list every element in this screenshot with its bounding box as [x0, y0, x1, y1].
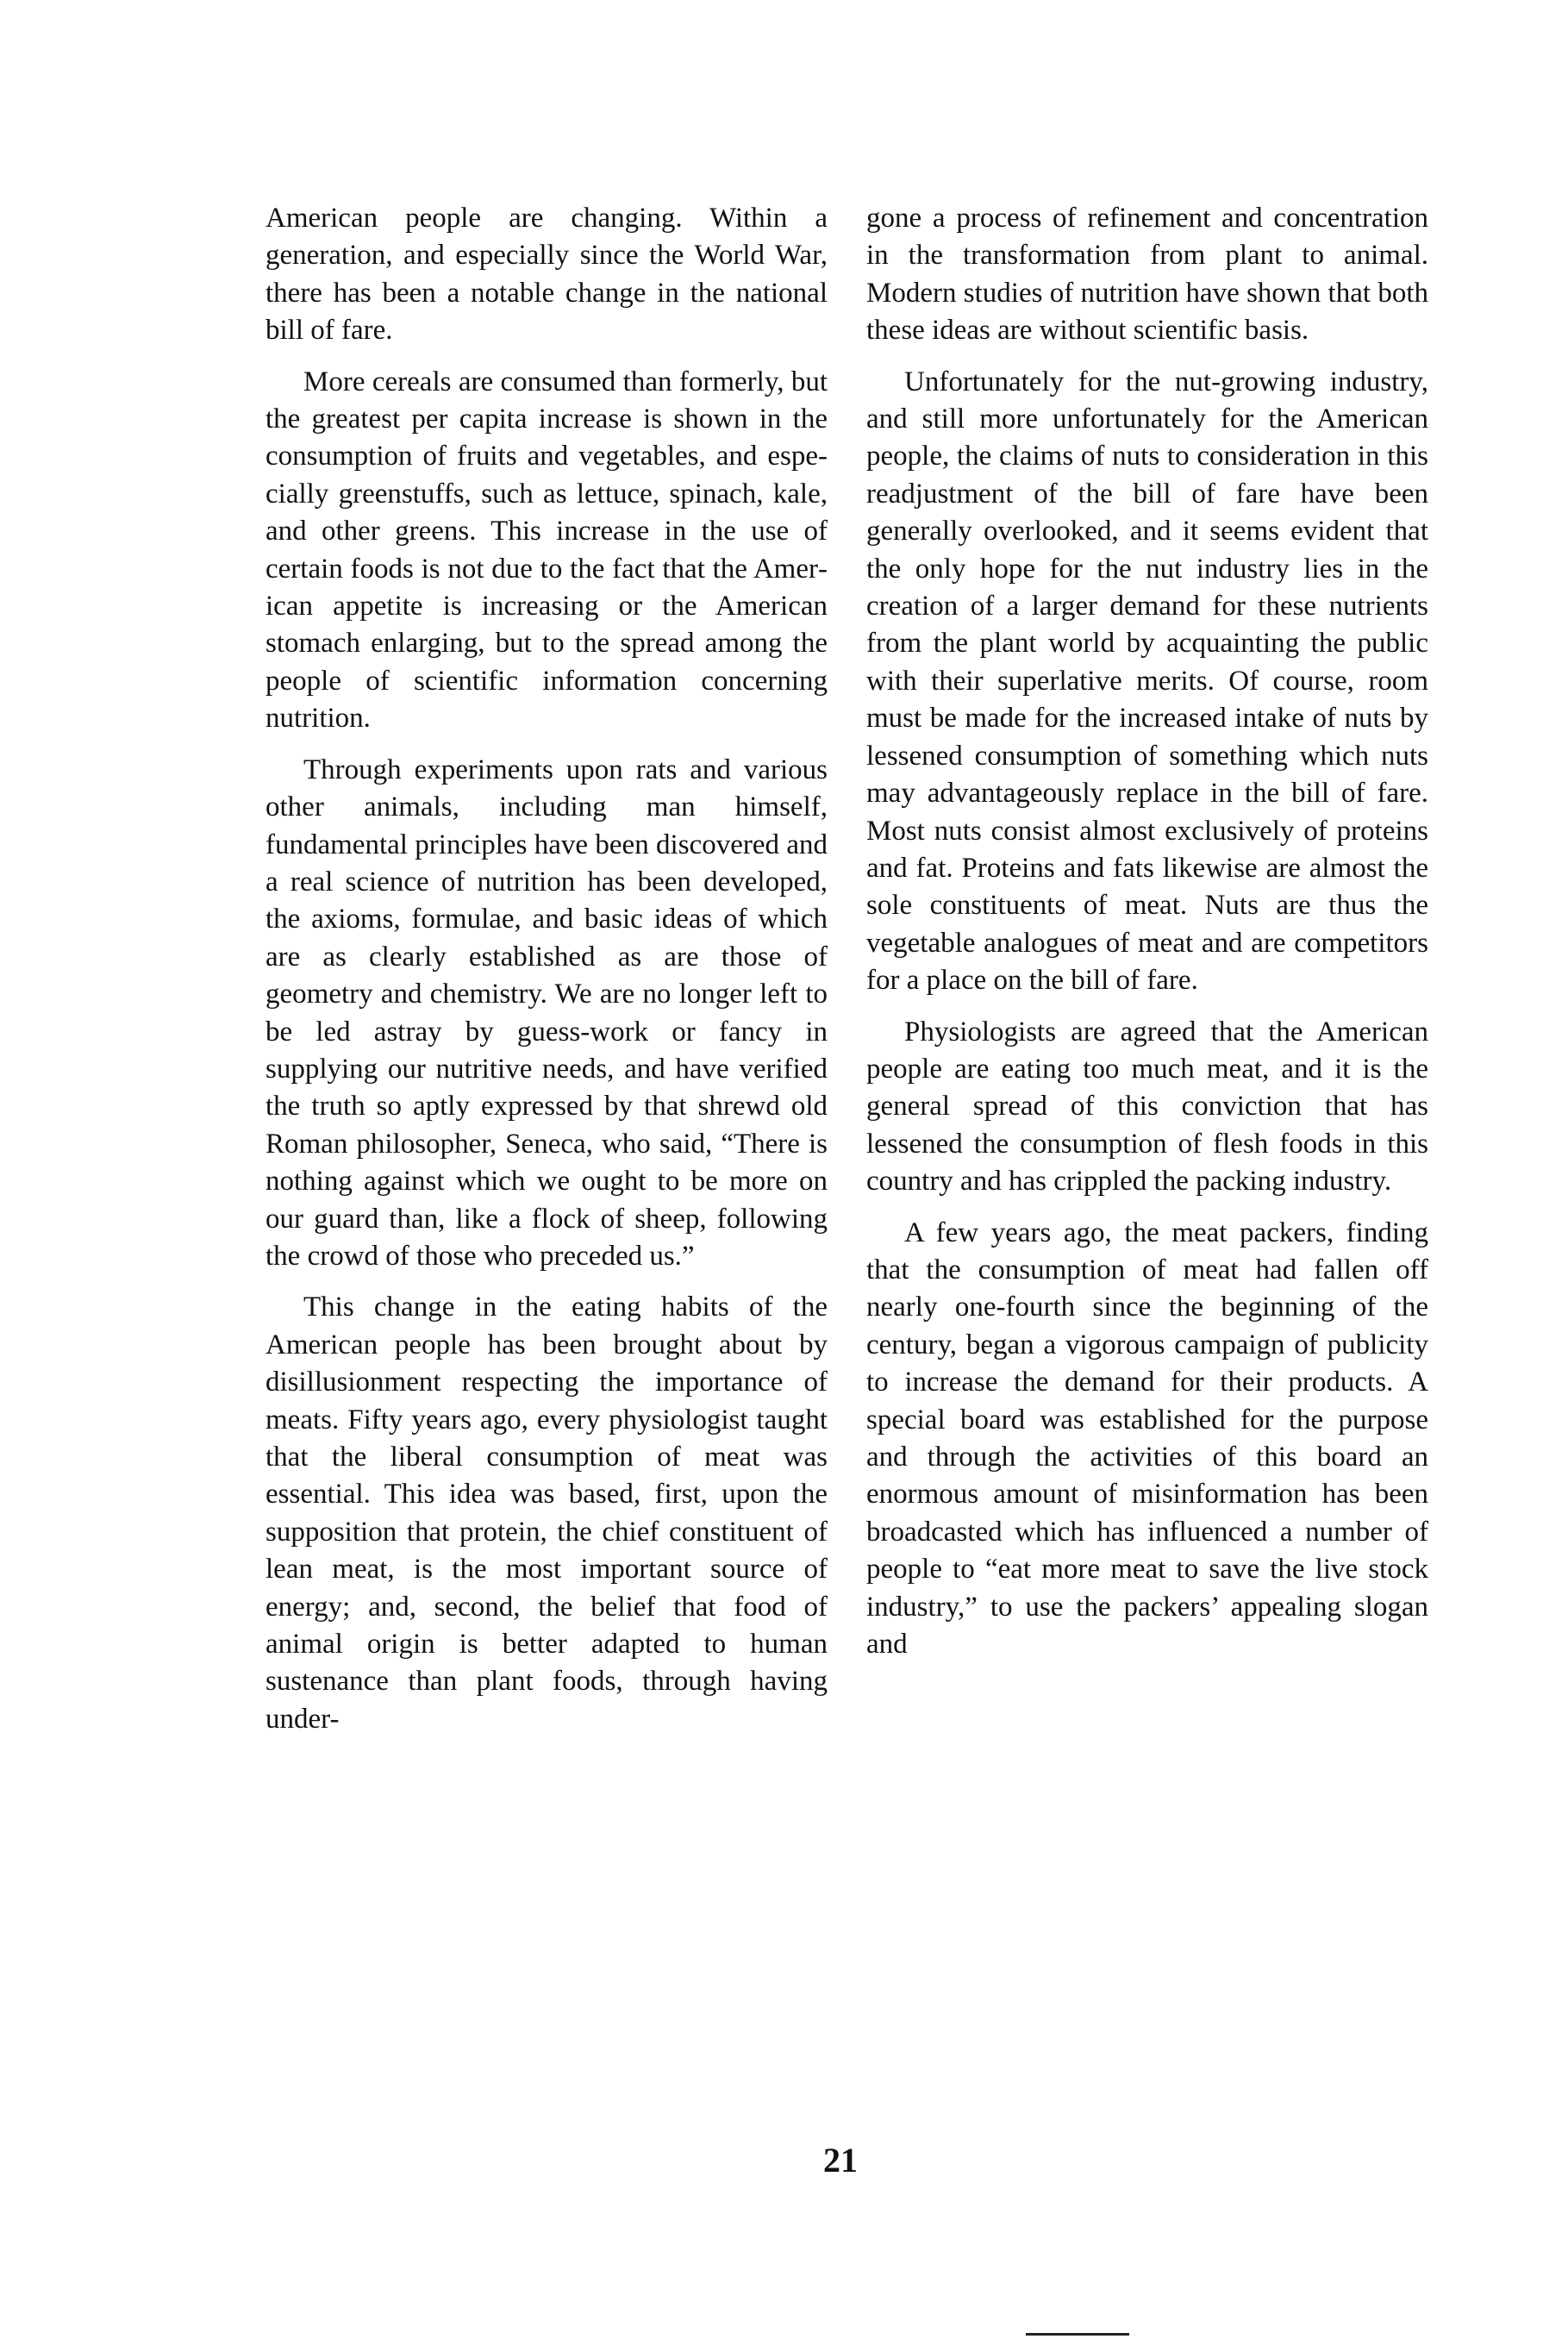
- paragraph: More cereals are consumed than formerly, but the greatest per capita increase is shown in the consumption of fruits and vegetables, and especially greenstuffs, such as lettuce, spinach, kale, and other greens. This increase in the use of certain foods is not due to the fact that the American appetite is increasing or the American stomach enlarging, but to the spread among the people of scientific information concerning nutrition.: [265, 366, 828, 735]
- right-column: [866, 200, 1428, 1677]
- paragraph: Through experiments upon rats and various other animals, including man himself, fundamental principles have been discovered and a real science of nutrition has been developed, the axioms, formulae, and basic ideas of which are as clearly established as are those of geometry and chemistry. We are no longer left to be led astray by guess-work or fancy in supplying our nutritive needs, and have verified the truth so aptly expressed by that shrewd old Roman philosopher, Seneca, who said, “There is nothing against which we ought to be more on our guard than, like a flock of sheep, following the crowd of those who preceded us.”: [265, 754, 828, 1272]
- paragraph: Physiologists are agreed that the American people are eating too much meat, and it is the general spread of this conviction that has lessened the consumption of flesh foods in this country and has crippled the packing industry.: [866, 1016, 1428, 1198]
- paragraph: Unfortunately for the nut-growing industry, and still more unfortunately for the American people, the claims of nuts to consideration in this readjustment of the bill of fare have been generally overlooked, and it seems evident that the only hope for the nut industry lies in the creation of a larger demand for these nutrients from the plant world by acquainting the public with their superlative merits. Of course, room must be made for the increased intake of nuts by lessened consumption of something which nuts may advantageously replace in the bill of fare. Most nuts consist almost exclusively of proteins and fat. Proteins and fats likewise are almost the sole constituents of meat. Nuts are thus the vegetable analogues of meat and are competitors for a place on the bill of fare.: [866, 366, 1428, 997]
- left-column: [265, 200, 828, 1752]
- paragraph: A few years ago, the meat packers, finding that the consumption of meat had fallen off nearly one-fourth since the beginning of the century, began a vigorous campaign of publicity to increase the demand for their products. A special board was established for the purpose and through the activities of this board an enormous amount of misinformation has been broadcasted which has influenced a number of people to “eat more meat to save the live stock industry,” to use the packers’ appealing slogan and: [866, 1216, 1428, 1660]
- paragraph: American people are changing. Within a generation, and especially since the World War, there has been a notable change in the national bill of fare.: [265, 203, 828, 347]
- paragraph: gone a process of refinement and concentration in the transformation from plant to animal. Modern studies of nutrition have shown that both these ideas are without scientific basis.: [866, 203, 1428, 347]
- page-number: 21: [823, 2141, 858, 2180]
- paragraph: This change in the eating habits of the American people has been brought about by disillusionment respecting the importance of meats. Fifty years ago, every physiologist taught that the liberal consumption of meat was essential. This idea was based, first, upon the supposition that protein, the chief constituent of lean meat, is the most important source of energy; and, second, the belief that food of animal origin is better adapted to human sustenance than plant foods, through having under-: [265, 1291, 828, 1735]
- scan-edge-line: [1026, 2333, 1129, 2336]
